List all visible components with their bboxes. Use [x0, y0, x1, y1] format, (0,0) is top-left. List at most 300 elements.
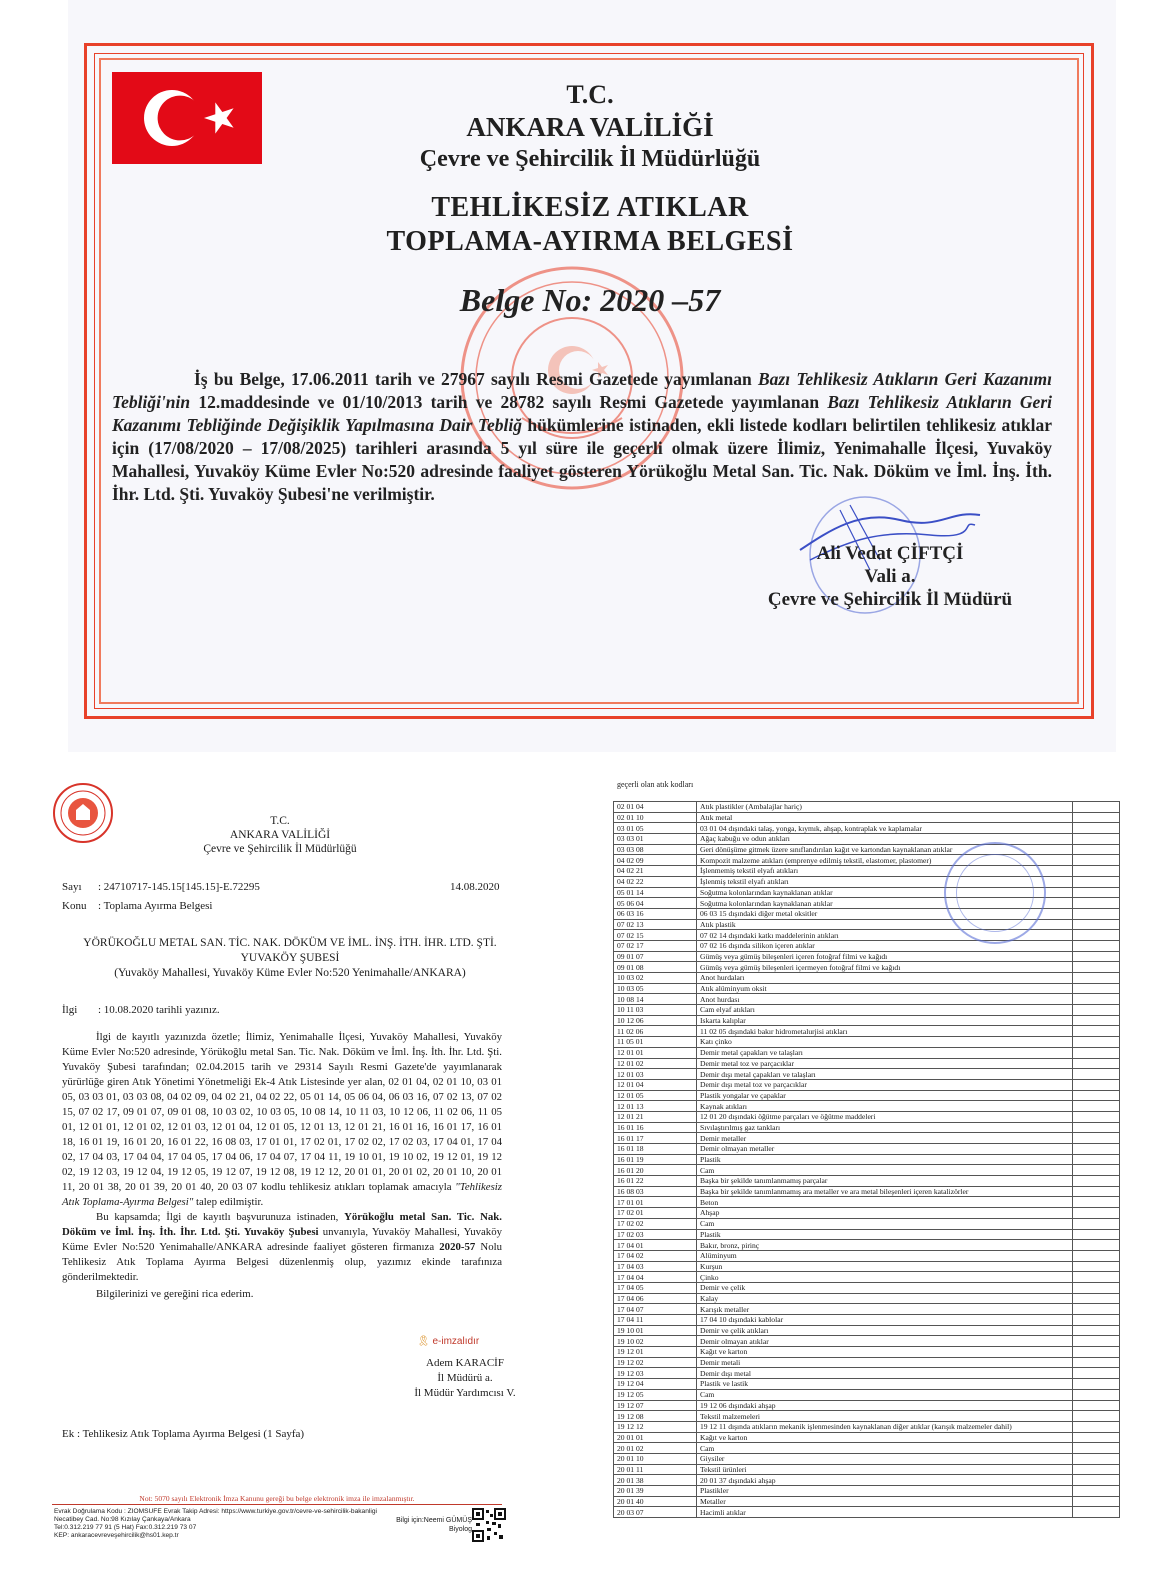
letter-governorship: ANKARA VALİLİĞİ: [229, 829, 331, 841]
empty-cell: [1073, 1282, 1120, 1293]
empty-cell: [1073, 1090, 1120, 1101]
empty-cell: [1073, 1272, 1120, 1283]
waste-code: 20 01 01: [614, 1432, 697, 1443]
empty-cell: [1073, 1144, 1120, 1155]
table-row: [614, 1411, 1120, 1422]
waste-description: Plastik yongalar ve çapaklar: [697, 1090, 1073, 1101]
waste-code: 19 12 04: [614, 1379, 697, 1390]
waste-description: Gümüş veya gümüş bileşenleri içermeyen fotoğraf filmi ve kağıdı: [697, 962, 1073, 973]
footer-phone: Tel:0.312.219 77 91 (5 Hat) Fax:0.312.219 73 07: [54, 1524, 197, 1531]
empty-cell: [1073, 1347, 1120, 1358]
waste-code: 19 12 07: [614, 1400, 697, 1411]
table-row: [614, 1475, 1120, 1486]
table-row: [614, 1464, 1120, 1475]
waste-description: Cam: [697, 1218, 1073, 1229]
empty-cell: [1073, 1261, 1120, 1272]
waste-code: 16 01 19: [614, 1154, 697, 1165]
waste-description: Beton: [697, 1197, 1073, 1208]
waste-code: 12 01 13: [614, 1101, 697, 1112]
waste-description: Demir metal çapakları ve talaşları: [697, 1047, 1073, 1058]
waste-code: 12 01 03: [614, 1069, 697, 1080]
waste-description: 19 12 06 dışındaki ahşap: [697, 1400, 1073, 1411]
certificate-title-line1: TEHLİKESİZ ATIKLAR: [431, 192, 749, 223]
waste-description: Karışık metaller: [697, 1304, 1073, 1315]
table-row: [614, 1208, 1120, 1219]
empty-cell: [1073, 1357, 1120, 1368]
waste-code-table: [613, 801, 1120, 1518]
e-signature-badge: [417, 1336, 479, 1347]
waste-description: Alüminyum: [697, 1250, 1073, 1261]
table-row: [614, 1122, 1120, 1133]
waste-description: Atık alüminyum oksit: [697, 983, 1073, 994]
para1-italic: "Tehlikesiz Atık Toplama-Ayırma Belgesi": [62, 1181, 502, 1208]
waste-code: 17 04 03: [614, 1261, 697, 1272]
waste-code: 06 03 16: [614, 908, 697, 919]
waste-description: Anot hurdaları: [697, 973, 1073, 984]
waste-description: Tekstil ürünleri: [697, 1464, 1073, 1475]
table-row: [614, 962, 1120, 973]
waste-description: Plastik: [697, 1154, 1073, 1165]
waste-code: 02 01 04: [614, 802, 697, 813]
waste-description: Demir dışı metal toz ve parçacıklar: [697, 1079, 1073, 1090]
empty-cell: [1073, 1069, 1120, 1080]
table-row: [614, 1357, 1120, 1368]
empty-cell: [1073, 1411, 1120, 1422]
empty-cell: [1073, 876, 1120, 887]
waste-description: Kağıt ve karton: [697, 1347, 1073, 1358]
empty-cell: [1073, 812, 1120, 823]
waste-code: 17 02 02: [614, 1218, 697, 1229]
waste-code: 19 12 01: [614, 1347, 697, 1358]
para2-b: unvanıyla, Yuvaköy Mahallesi, Yuvaköy Küme Evler No:520 Yenimahalle/ANKARA adresinde faaliyet gösteren firmanıza: [62, 1226, 502, 1253]
table-row: [614, 930, 1120, 941]
rosette-icon: 🎗: [417, 1336, 430, 1347]
empty-cell: [1073, 1101, 1120, 1112]
waste-description: Cam elyaf atıkları: [697, 1005, 1073, 1016]
para2-a: Bu kapsamda; İlgi de kayıtlı başvurunuza istinaden,: [96, 1211, 345, 1223]
empty-cell: [1073, 898, 1120, 909]
waste-code: 20 01 11: [614, 1464, 697, 1475]
para1-text: İlgi de kayıtlı yazınızda özetle; İlimiz, Yenimahalle İlçesi, Yuvaköy Mahallesi, Yuvaköy Küme Evler No:520 adresinde, Yörükoğlu metal San. Tic. Nak. Döküm ve İml. İnş. İth. İhr. Ltd. Şti. Yuvaköy Şubesi tarafından; 02.04.2015 tarih ve 29314 Sayılı Resmi Gazete'de yayımlanarak yürürlüğe giren Atık Yönetimi Yönetmeliği Ek-4 Atık Listesinde yer alan, 02 01 04, 02 01 10, 03 01 05, 03 03 01, 03 03 08, 04 02 09, 04 02 21, 04 02 22, 05 01 14, 05 06 04, 06 03 16, 07 02 13, 07 02 15, 07 02 17, 09 01 07, 09 01 08, 10 03 02, 10 03 05, 10 08 14, 10 11 03, 10 12 06, 11 02 06, 11 05 01, 12 01 01, 12 01 02, 12 01 03, 12 01 04, 12 01 05, 12 01 13, 12 01 21, 16 01 16, 16 01 17, 16 01 18, 16 01 19, 16 01 20, 16 01 22, 16 08 03, 17 01 01, 17 02 01, 17 02 02, 17 02 03, 17 04 01, 17 04 02, 17 04 03, 17 04 04, 17 04 05, 17 04 06, 17 04 07, 17 04 11, 19 10 01, 19 10 02, 19 12 01, 19 12 02, 19 12 03, 19 12 04, 19 12 05, 19 12 07, 19 12 08, 19 12 12, 20 01 01, 20 01 02, 20 01 10, 20 01 11, 20 01 38, 20 01 39, 20 01 40, 20 03 07 kodlu tehlikesiz atıkları toplamak amacıyla: [62, 1031, 502, 1193]
table-row: [614, 1389, 1120, 1400]
waste-code: 07 02 13: [614, 919, 697, 930]
empty-cell: [1073, 908, 1120, 919]
waste-code: 03 03 08: [614, 844, 697, 855]
table-row: [614, 1347, 1120, 1358]
empty-cell: [1073, 834, 1120, 845]
table-row: [614, 1047, 1120, 1058]
recipient-line3: (Yuvaköy Mahallesi, Yuvaköy Küme Evler No:520 Yenimahalle/ANKARA): [114, 967, 466, 979]
letter-body: [62, 1030, 502, 1302]
table-row: [614, 1069, 1120, 1080]
table-row: [614, 1165, 1120, 1176]
waste-code: 07 02 17: [614, 940, 697, 951]
waste-code: 05 06 04: [614, 898, 697, 909]
waste-description: Plastik ve lastik: [697, 1379, 1073, 1390]
empty-cell: [1073, 962, 1120, 973]
empty-cell: [1073, 1507, 1120, 1518]
empty-cell: [1073, 940, 1120, 951]
certificate-signer-role: Çevre ve Şehircilik İl Müdürü: [767, 589, 1013, 610]
empty-cell: [1073, 1432, 1120, 1443]
waste-code: 17 04 05: [614, 1282, 697, 1293]
waste-description: Anot hurdası: [697, 994, 1073, 1005]
empty-cell: [1073, 1400, 1120, 1411]
table-row: [614, 1197, 1120, 1208]
empty-cell: [1073, 930, 1120, 941]
waste-description: Geri dönüşüme gitmek üzere sınıflandırılan kağıt ve kartondan kaynaklanan atıklar: [697, 844, 1073, 855]
para1-end: talep edilmiştir.: [193, 1196, 264, 1208]
waste-description: 07 02 14 dışındaki katkı maddelerinin atıkları: [697, 930, 1073, 941]
table-row: [614, 1090, 1120, 1101]
waste-description: Cam: [697, 1443, 1073, 1454]
waste-description: 03 01 04 dışındaki talaş, yonga, kıymık, ahşap, kontraplak ve kaplamalar: [697, 823, 1073, 834]
table-row: [614, 855, 1120, 866]
table-row: [614, 1176, 1120, 1187]
footer-address: Necatibey Cad. No:98 Kızılay Çankaya/Ankara: [54, 1516, 191, 1523]
table-row: [614, 1282, 1120, 1293]
waste-description: Demir olmayan metaller: [697, 1144, 1073, 1155]
empty-cell: [1073, 1464, 1120, 1475]
empty-cell: [1073, 1443, 1120, 1454]
waste-code: 19 12 12: [614, 1421, 697, 1432]
table-row: [614, 1229, 1120, 1240]
certificate-body: [112, 368, 1052, 506]
certificate-body-part3: hükümlerine istinaden, ekli listede kodları belirtilen tehlikesiz atıklar için (17/08/2020 – 17/08/2025) tarihleri arasında 5 yıl süre ile geçerli olmak üzere İlimiz, Yenimahalle İlçesi, Yuvaköy Mahallesi, Yuvaköy Küme Evler No:520 adresinde faaliyet gösteren Yörükoğlu Metal San. Tic. Nak. Döküm ve İml. İnş. İth. İhr. Ltd. Şti. Yuvaköy Şubesi'ne verilmiştir.: [112, 415, 1053, 504]
table-row: [614, 1015, 1120, 1026]
waste-description: Demir metal toz ve parçacıklar: [697, 1058, 1073, 1069]
waste-code: 16 01 18: [614, 1144, 697, 1155]
waste-description: Plastikler: [697, 1486, 1073, 1497]
letter-date: 14.08.2020: [450, 881, 500, 893]
table-row: [614, 866, 1120, 877]
empty-cell: [1073, 1026, 1120, 1037]
waste-description: Başka bir şekilde tanımlanmamış parçalar: [697, 1176, 1073, 1187]
empty-cell: [1073, 823, 1120, 834]
info-contact: [372, 1516, 472, 1534]
waste-description: Cam: [697, 1165, 1073, 1176]
waste-code: 03 03 01: [614, 834, 697, 845]
table-row: [614, 908, 1120, 919]
waste-description: Metaller: [697, 1496, 1073, 1507]
waste-description: Tekstil malzemeleri: [697, 1411, 1073, 1422]
table-row: [614, 812, 1120, 823]
table-row: [614, 1336, 1120, 1347]
table-row: [614, 1037, 1120, 1048]
empty-cell: [1073, 887, 1120, 898]
waste-code: 17 01 01: [614, 1197, 697, 1208]
table-row: [614, 802, 1120, 813]
empty-cell: [1073, 1304, 1120, 1315]
table-row: [614, 1133, 1120, 1144]
empty-cell: [1073, 1293, 1120, 1304]
empty-cell: [1073, 1133, 1120, 1144]
table-row: [614, 940, 1120, 951]
empty-cell: [1073, 951, 1120, 962]
waste-code: 20 01 02: [614, 1443, 697, 1454]
table-row: [614, 1486, 1120, 1497]
empty-cell: [1073, 1058, 1120, 1069]
waste-description: Gümüş veya gümüş bileşenleri içeren fotoğraf filmi ve kağıdı: [697, 951, 1073, 962]
stamp-inner-ring: [956, 854, 1034, 932]
waste-code: 04 02 22: [614, 876, 697, 887]
table-row: [614, 1304, 1120, 1315]
empty-cell: [1073, 994, 1120, 1005]
waste-code: 10 03 05: [614, 983, 697, 994]
ilgi-value: : 10.08.2020 tarihli yazınız.: [98, 1004, 220, 1016]
waste-code: 12 01 04: [614, 1079, 697, 1090]
waste-code: 03 01 05: [614, 823, 697, 834]
table-row: [614, 1293, 1120, 1304]
empty-cell: [1073, 1122, 1120, 1133]
footer-verification: Evrak Doğrulama Kodu : ZIOMSUFE Evrak Takip Adresi: https://www.turkiye.gov.tr/cevre-ve-sehircilik-bakanligi: [54, 1508, 377, 1515]
certificate-tc: T.C.: [566, 80, 614, 109]
table-row: [614, 1026, 1120, 1037]
table-caption: geçerli olan atık kodları: [617, 780, 694, 789]
empty-cell: [1073, 1240, 1120, 1251]
waste-code: 17 04 04: [614, 1272, 697, 1283]
waste-description: Soğutma kolonlarından kaynaklanan atıklar: [697, 887, 1073, 898]
certificate-body-part2: 12.maddesinde ve 01/10/2013 tarih ve 28782 sayılı Resmi Gazetede yayımlanan: [190, 392, 828, 412]
waste-description: Ağaç kabuğu ve odun atıkları: [697, 834, 1073, 845]
empty-cell: [1073, 1111, 1120, 1122]
empty-cell: [1073, 1368, 1120, 1379]
ilgi-label: İlgi: [62, 1004, 78, 1016]
empty-cell: [1073, 1079, 1120, 1090]
waste-description: 06 03 15 dışındaki diğer metal oksitler: [697, 908, 1073, 919]
table-row: [614, 1058, 1120, 1069]
para2-bold2: 2020-57: [439, 1241, 476, 1253]
certificate-signer-name: Ali Vedat ÇİFTÇİ: [816, 543, 964, 564]
waste-description: Atık plastik: [697, 919, 1073, 930]
table-row: [614, 1111, 1120, 1122]
waste-code: 09 01 07: [614, 951, 697, 962]
table-row: [614, 1261, 1120, 1272]
table-row: [614, 1496, 1120, 1507]
table-row: [614, 951, 1120, 962]
empty-cell: [1073, 1496, 1120, 1507]
empty-cell: [1073, 1005, 1120, 1016]
waste-description: Hacimli atıklar: [697, 1507, 1073, 1518]
empty-cell: [1073, 1037, 1120, 1048]
waste-code: 16 01 20: [614, 1165, 697, 1176]
waste-description: Katı çinko: [697, 1037, 1073, 1048]
waste-description: 07 02 16 dışında silikon içeren atıklar: [697, 940, 1073, 951]
waste-description: Bakır, bronz, pirinç: [697, 1240, 1073, 1251]
waste-description: Çinko: [697, 1272, 1073, 1283]
table-row: [614, 983, 1120, 994]
waste-description: Atık metal: [697, 812, 1073, 823]
letter-paragraph-2: [62, 1210, 502, 1285]
empty-cell: [1073, 1165, 1120, 1176]
empty-cell: [1073, 1218, 1120, 1229]
empty-cell: [1073, 1047, 1120, 1058]
info-name: Bilgi için:Neemi GÜMÜŞ: [396, 1517, 472, 1524]
waste-code: 19 12 03: [614, 1368, 697, 1379]
table-row: [614, 1154, 1120, 1165]
waste-code: 09 01 08: [614, 962, 697, 973]
waste-description: Plastik: [697, 1229, 1073, 1240]
para2-bold1: Yörükoğlu metal San. Tic. Nak. Döküm ve İml. İnş. İth. İhr. Ltd. Şti. Yuvaköy Şubesi: [62, 1211, 503, 1238]
waste-code: 10 03 02: [614, 973, 697, 984]
waste-code: 12 01 02: [614, 1058, 697, 1069]
waste-description: Kağıt ve karton: [697, 1432, 1073, 1443]
waste-description: Sıvılaştırılmış gaz tankları: [697, 1122, 1073, 1133]
empty-cell: [1073, 1197, 1120, 1208]
waste-code: 20 01 39: [614, 1486, 697, 1497]
waste-code: 17 04 06: [614, 1293, 697, 1304]
waste-code: 17 04 07: [614, 1304, 697, 1315]
waste-code: 12 01 01: [614, 1047, 697, 1058]
table-row: [614, 1101, 1120, 1112]
waste-code: 10 12 06: [614, 1015, 697, 1026]
waste-code: 10 08 14: [614, 994, 697, 1005]
waste-description: 12 01 20 dışındaki öğütme parçaları ve öğütme maddeleri: [697, 1111, 1073, 1122]
info-title: Biyolog: [449, 1526, 472, 1533]
waste-description: Atık plastikler (Ambalajlar hariç): [697, 802, 1073, 813]
table-row: [614, 1240, 1120, 1251]
waste-description: 20 01 37 dışındaki ahşap: [697, 1475, 1073, 1486]
recipient-line1: YÖRÜKOĞLU METAL SAN. TİC. NAK. DÖKÜM VE İML. İNŞ. İTH. İHR. LTD. ŞTİ.: [83, 937, 497, 949]
waste-description: 19 12 11 dışında atıkların mekanik işlenmesinden kaynaklanan diğer atıklar (karışık malzemeler dahil): [697, 1421, 1073, 1432]
sayi-label: Sayı: [62, 881, 82, 893]
turkish-flag-icon: [112, 72, 262, 164]
waste-code: 05 01 14: [614, 887, 697, 898]
waste-description: Giysiler: [697, 1453, 1073, 1464]
waste-description: Cam: [697, 1389, 1073, 1400]
empty-cell: [1073, 855, 1120, 866]
certificate-body-part1: İş bu Belge, 17.06.2011 tarih ve 27967 sayılı Resmi Gazetede yayımlanan: [194, 369, 758, 389]
certificate-body-italic1: Bazı Tehlikesiz Atıkların Geri Kazanımı Tebliği'nin: [112, 369, 1052, 412]
waste-code: 02 01 10: [614, 812, 697, 823]
table-row: [614, 1400, 1120, 1411]
certificate-number: Belge No: 2020 –57: [459, 282, 721, 318]
table-row: [614, 1421, 1120, 1432]
table-row: [614, 973, 1120, 984]
waste-code: 19 10 02: [614, 1336, 697, 1347]
table-row: [614, 823, 1120, 834]
letter-attachment: Ek : Tehlikesiz Atık Toplama Ayırma Belgesi (1 Sayfa): [62, 1428, 305, 1440]
waste-code: 19 12 08: [614, 1411, 697, 1422]
waste-description: Başka bir şekilde tanımlanmamış ara metaller ve ara metal bileşenleri içeren katalizörler: [697, 1186, 1073, 1197]
table-row: [614, 1315, 1120, 1326]
table-row: [614, 834, 1120, 845]
empty-cell: [1073, 1315, 1120, 1326]
waste-code: 17 02 01: [614, 1208, 697, 1219]
ministry-logo-icon: [52, 782, 114, 844]
table-row: [614, 1272, 1120, 1283]
waste-code: 20 03 07: [614, 1507, 697, 1518]
empty-cell: [1073, 1154, 1120, 1165]
empty-cell: [1073, 973, 1120, 984]
waste-code: 12 01 05: [614, 1090, 697, 1101]
waste-code: 16 08 03: [614, 1186, 697, 1197]
table-row: [614, 1453, 1120, 1464]
letter-signer-role: İl Müdür Yardımcısı V.: [414, 1387, 516, 1399]
waste-description: Kalay: [697, 1293, 1073, 1304]
waste-code: 12 01 21: [614, 1111, 697, 1122]
waste-description: Kurşun: [697, 1261, 1073, 1272]
waste-description: Soğutma kolonlarından kaynaklanan atıklar: [697, 898, 1073, 909]
certificate-directorate: Çevre ve Şehircilik İl Müdürlüğü: [419, 146, 761, 172]
empty-cell: [1073, 1208, 1120, 1219]
empty-cell: [1073, 1186, 1120, 1197]
letter-paragraph-3: Bilgilerinizi ve gereğini rica ederim.: [96, 1288, 254, 1300]
waste-code: 20 01 38: [614, 1475, 697, 1486]
waste-code: 10 11 03: [614, 1005, 697, 1016]
table-row: [614, 994, 1120, 1005]
empty-cell: [1073, 1421, 1120, 1432]
waste-description: İşlenmemiş tekstil elyafı atıkları: [697, 866, 1073, 877]
table-row: [614, 1432, 1120, 1443]
waste-code: 16 01 16: [614, 1122, 697, 1133]
waste-description: 17 04 10 dışındaki kablolar: [697, 1315, 1073, 1326]
table-row: [614, 1218, 1120, 1229]
certificate-governorship: ANKARA VALİLİĞİ: [466, 112, 714, 142]
para2-c: Nolu Tehlikesiz Atık Toplama Ayırma Belgesi düzenlenmiş olup, yazımız ekinde tarafınıza gönderilmektedir.: [62, 1241, 503, 1283]
waste-description: Demir dışı metal: [697, 1368, 1073, 1379]
table-row: [614, 1443, 1120, 1454]
waste-description: Demir dışı metal çapakları ve talaşları: [697, 1069, 1073, 1080]
waste-code: 16 01 22: [614, 1176, 697, 1187]
sayi-value: : 24710717-145.15[145.15]-E.72295: [98, 881, 260, 893]
letter-footer: [54, 1508, 384, 1540]
table-row: [614, 1379, 1120, 1390]
empty-cell: [1073, 919, 1120, 930]
waste-code: 19 12 05: [614, 1389, 697, 1400]
table-row: [614, 844, 1120, 855]
waste-code: 11 02 06: [614, 1026, 697, 1037]
waste-code: 17 04 01: [614, 1240, 697, 1251]
waste-description: Demir ve çelik atıkları: [697, 1325, 1073, 1336]
table-row: [614, 1186, 1120, 1197]
waste-code: 07 02 15: [614, 930, 697, 941]
waste-description: Demir metaller: [697, 1133, 1073, 1144]
waste-description: Demir olmayan atıklar: [697, 1336, 1073, 1347]
waste-code: 20 01 10: [614, 1453, 697, 1464]
empty-cell: [1073, 1250, 1120, 1261]
table-row: [614, 1144, 1120, 1155]
empty-cell: [1073, 1229, 1120, 1240]
waste-description: Ahşap: [697, 1208, 1073, 1219]
letter-signer-name: Adem KARACİF: [426, 1357, 504, 1369]
table-row: [614, 1368, 1120, 1379]
table-row: [614, 1005, 1120, 1016]
table-row: [614, 1079, 1120, 1090]
table-row: [614, 1325, 1120, 1336]
waste-code: 11 05 01: [614, 1037, 697, 1048]
empty-cell: [1073, 1389, 1120, 1400]
e-signature-label: e-imzalıdır: [432, 1336, 480, 1347]
waste-description: Demir ve çelik: [697, 1282, 1073, 1293]
empty-cell: [1073, 983, 1120, 994]
waste-description: Kompozit malzeme atıkları (emprenye edilmiş tekstil, elastomer, plastomer): [697, 855, 1073, 866]
e-signature-notice: Not: 5070 sayılı Elektronik İmza Kanunu gereği bu belge elektronik imza ile imzalanmıştır.: [52, 1494, 502, 1505]
letter-paragraph-1: [62, 1030, 502, 1210]
waste-description: Demir metali: [697, 1357, 1073, 1368]
empty-cell: [1073, 1453, 1120, 1464]
waste-code: 17 04 11: [614, 1315, 697, 1326]
waste-code: 17 02 03: [614, 1229, 697, 1240]
waste-description: Iskarta kalıplar: [697, 1015, 1073, 1026]
letter-signer-title: İl Müdürü a.: [437, 1372, 493, 1384]
waste-code: 20 01 40: [614, 1496, 697, 1507]
waste-code: 19 10 01: [614, 1325, 697, 1336]
konu-label: Konu: [62, 900, 87, 912]
empty-cell: [1073, 1379, 1120, 1390]
footer-kep: KEP: ankaracevreveşehircilik@hs01.kep.tr: [54, 1532, 179, 1539]
waste-code: 17 04 02: [614, 1250, 697, 1261]
